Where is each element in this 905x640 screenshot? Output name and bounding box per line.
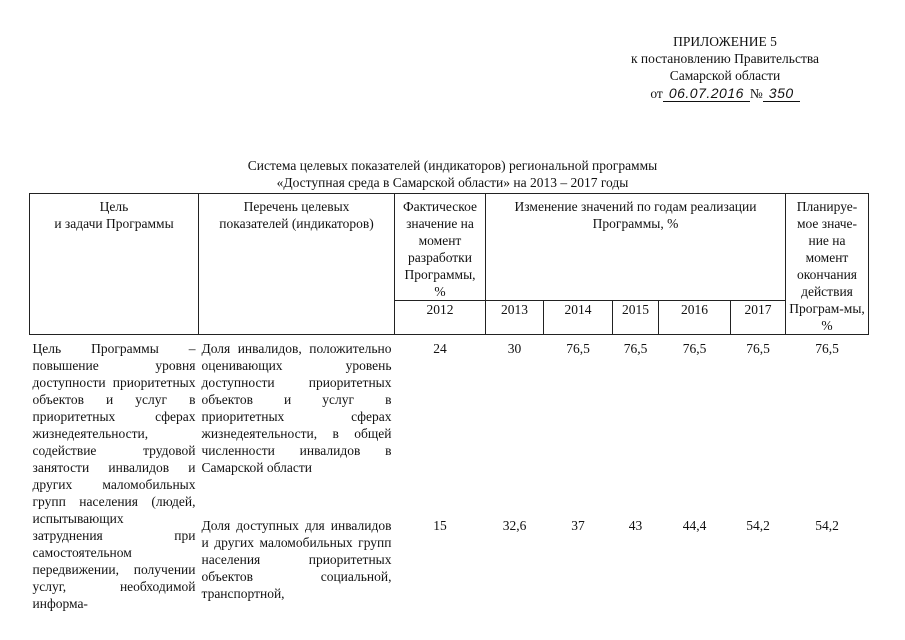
value-2014: 37 [571,518,585,534]
value-2017: 76,5 [746,341,770,356]
year-2014: 2014 [544,301,613,335]
indicators-table [29,193,869,612]
goal-text: Цель Программы – повышение уровня доступности приоритетных объектов и услуг в приоритетных сферах жизнедеятельности, содействие трудовой занятости инвалидов и других маломобильных групп населения (людей, испытывающих затруднения при самостоятельном передвижении, получении услуг, необходимой информа- [32,341,196,611]
year-2016: 2016 [659,301,731,335]
value-2012: 24 [433,341,447,356]
number-prefix: № [749,86,763,101]
header-actual-value: Фактическое значение на момент разработки Программы, % [395,194,486,301]
value-2016: 76,5 [682,341,707,356]
year-2017: 2017 [731,301,786,335]
title-line-2: «Доступная среда в Самарской области» на 2013 – 2017 годы [276,175,629,190]
appendix-label: ПРИЛОЖЕНИЕ 5 [673,34,777,49]
value-2017: 54,2 [746,518,770,534]
year-2015: 2015 [613,301,659,335]
resolution-line: к постановлению Правительства [630,51,820,66]
year-2013: 2013 [486,301,544,335]
indicator-text: Доля инвалидов, положительно оценивающих уровень доступности приоритетных объектов и услуг в приоритетных сферах жизнедеятельности, в общей численности инвалидов в Самарской области [201,341,392,475]
document-header [605,33,845,102]
header-indicators: Перечень целевых показателей (индикаторов) [199,194,395,335]
header-goal: Цель и задачи Программы [30,194,199,335]
value-2014: 76,5 [566,341,590,356]
document-title [0,157,905,191]
handwritten-number: 350 [763,85,800,102]
header-planned-value: Планируе-мое значе-ние на момент окончания действия Програм-мы, % [786,194,869,335]
year-2012: 2012 [395,301,486,335]
title-line-1: Система целевых показателей (индикаторов) региональной программы [247,158,658,173]
value-2015: 76,5 [623,341,648,356]
planned-value: 54,2 [815,518,839,534]
table-row [30,335,869,493]
date-prefix: от [650,86,663,101]
header-yearly-changes: Изменение значений по годам реализации Программы, % [486,194,786,301]
value-2015: 43 [628,518,643,534]
value-2012: 15 [433,518,447,534]
planned-value: 76,5 [815,341,839,356]
indicator-text: Доля доступных для инвалидов и других маломобильных групп населения приоритетных объектов социальной, транспортной, [201,518,392,602]
handwritten-date: 06.07.2016 [663,85,750,102]
value-2016: 44,4 [682,518,707,534]
region-line: Самарской области [669,68,781,83]
date-number-line [650,85,799,102]
value-2013: 30 [507,341,522,356]
value-2013: 32,6 [502,518,527,534]
